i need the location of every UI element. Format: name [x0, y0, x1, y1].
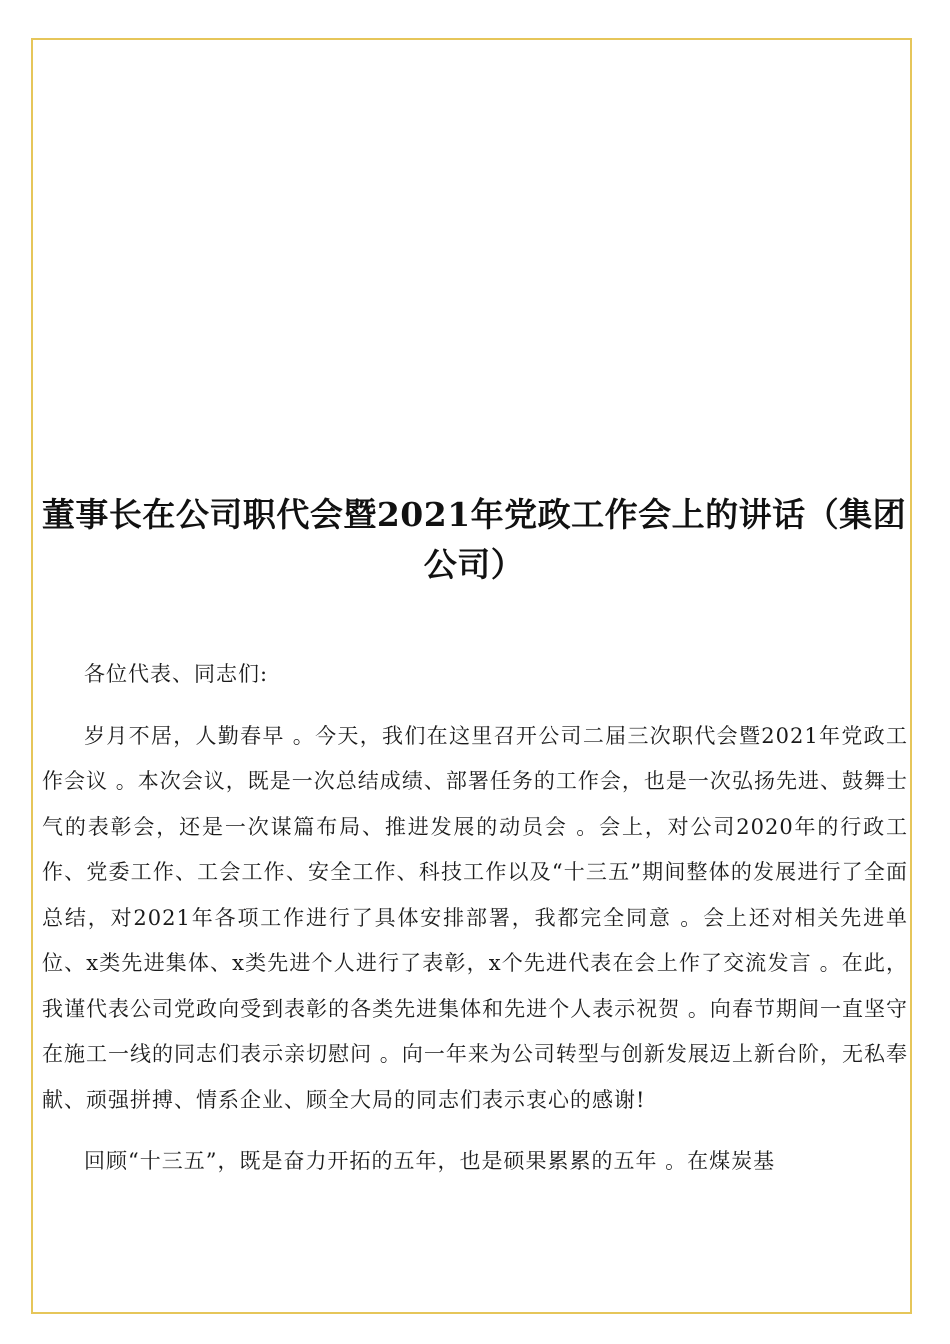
body-paragraph: 回顾“十三五”，既是奋力开拓的五年，也是硕果累累的五年 。在煤炭基: [84, 1149, 776, 1173]
document-title: 董事长在公司职代会暨2021年党政工作会上的讲话（集团公司）: [41, 495, 907, 584]
salutation-paragraph: 各位代表、同志们:: [84, 662, 269, 686]
document-body: [42, 652, 908, 1201]
body-paragraph: 岁月不居，人勤春早 。今天，我们在这里召开公司二届三次职代会暨2021年党政工作会议 。本次会议，既是一次总结成绩、部署任务的工作会，也是一次弘扬先进、鼓舞士气的表彰会，还是一次谋篇布局、推进发展的动员会 。会上，对公司2020年的行政工作、党委工作、工会工作、安全工作、科技工作以及“十三五”期间整体的发展进行了全面总结，对2021年各项工作进行了具体安排部署，我都完全同意 。会上还对相关先进单位、x类先进集体、x类先进个人进行了表彰，x个先进代表在会上作了交流发言 。在此，我谨代表公司党政向受到表彰的各类先进集体和先进个人表示祝贺 。向春节期间一直坚守在施工一线的同志们表示亲切慰问 。向一年来为公司转型与创新发展迈上新台阶，无私奉献、顽强拼搏、情系企业、顾全大局的同志们表示衷心的感谢!: [42, 723, 908, 1112]
